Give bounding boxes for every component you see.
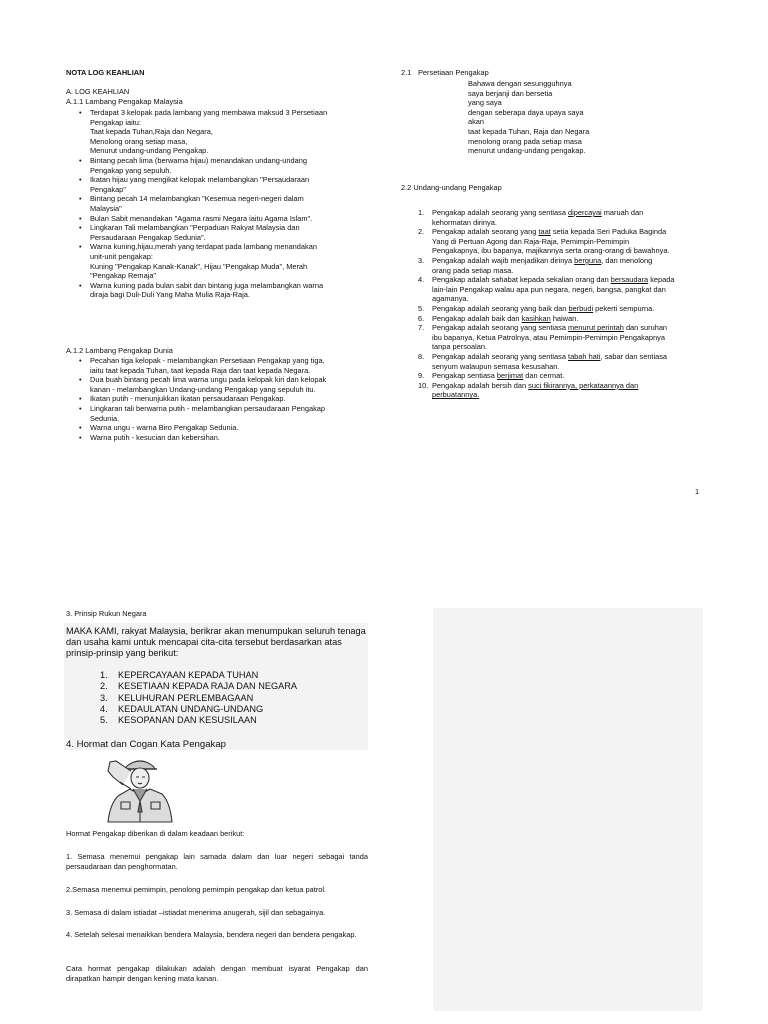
scout-salute-icon (100, 752, 180, 824)
a11-item-line: Kuning "Pengakap Kanak-Kanak", Hijau "Pengakap Muda", Merah (90, 261, 308, 271)
s3-heading: 3. Prinsip Rukun Negara (66, 609, 147, 618)
persetiaan-line: akan (468, 117, 485, 127)
principle-text: KELUHURAN PERLEMBAGAAN (118, 692, 254, 703)
law-number: 6. (418, 313, 425, 323)
law-keyword: tabah hati (568, 351, 601, 361)
law-line: tanpa persoalan. (432, 342, 488, 352)
law-line (432, 256, 701, 266)
law-keyword: bersaudara (610, 275, 649, 285)
law-text: Pengakap adalah bersih dan (432, 380, 529, 390)
page-title: NOTA LOG KEAHLIAN (66, 68, 145, 77)
a12-item-line: kanan - melambangkan Undang-undang Pengakap yang sepuluh itu. (90, 384, 316, 394)
hormat-para-3: 3. Semasa di dalam istiadat –istiadat menerima anugerah, sijil dan sebagainya. (66, 908, 326, 917)
law-text: pekerti sempurna. (593, 303, 655, 313)
law-item (401, 304, 701, 314)
law-line (432, 275, 701, 285)
a11-item-line: Pengakap yang sepuluh. (90, 165, 172, 175)
law-line: ibu bapanya, Ketua Patrolnya, atau Pemimpin-Pemimpin Pengakapnya (432, 332, 665, 342)
laws-list (401, 208, 701, 400)
law-line (432, 390, 701, 400)
principle-item (100, 670, 360, 681)
law-keyword: berjimat (496, 371, 524, 381)
principle-number: 3. (100, 692, 108, 703)
law-keyword: kasihkan (521, 313, 551, 323)
a11-item-line: • Lingkaran Tali melambangkan "Perpaduan Rakyat Malaysia dan (90, 223, 300, 233)
persetiaan-line: taat kepada Tuhan, Raja dan Negara (468, 126, 590, 136)
principle-item (100, 693, 360, 704)
principle-item (100, 704, 360, 715)
a11-item-line: unit-unit pengakap: (90, 251, 153, 261)
law-item (401, 256, 701, 275)
law-text: dan cermat. (523, 371, 565, 381)
a12-heading: A.1.2 Lambang Pengakap Dunia (66, 346, 173, 355)
law-keyword: taat (538, 227, 551, 237)
law-keyword: berbudi (568, 303, 594, 313)
law-number: 9. (418, 371, 425, 381)
a12-item (66, 423, 376, 433)
law-line: lain-lain Pengakap walau apa pun negara, negeri, bangsa, pangkat dan (432, 284, 666, 294)
a12-list (66, 356, 376, 442)
law-item (401, 323, 701, 352)
hormat-para-4: 4. Setelah selesai menaikkan bendera Malaysia, bendera negeri dan bendera pengakap. (66, 930, 357, 939)
principle-number: 2. (100, 681, 108, 692)
law-number: 8. (418, 351, 425, 361)
a11-item-line: • Bintang pecah lima (berwarna hijau) menandakan undang-undang (90, 155, 307, 165)
s22-heading: 2.2 Undang-undang Pengakap (401, 183, 502, 192)
a11-item-line: Pengakap iaitu: (90, 117, 141, 127)
s4-heading: 4. Hormat dan Cogan Kata Pengakap (66, 739, 227, 750)
persetiaan-line: yang saya (468, 98, 502, 108)
law-text: Pengakap sentiasa (432, 371, 497, 381)
law-text: , dan menolong (601, 255, 653, 265)
law-line: orang pada setiap masa. (432, 265, 514, 275)
law-text: haiwan. (550, 313, 579, 323)
law-item (401, 275, 701, 304)
law-item (401, 381, 701, 400)
law-keyword: perbuatannya. (432, 390, 480, 400)
principle-item (100, 715, 360, 726)
law-text: Pengakap adalah seorang yang sentiasa (432, 323, 569, 333)
hormat-para-5: Cara hormat pengakap dilakukan adalah dengan membuat isyarat Pengakap dan dirapatkan hampir dengan kening mata kanan. (66, 964, 368, 983)
a12-item-line: • Ikatan putih - menunjukkan ikatan persaudaraan Pengakap. (90, 394, 286, 404)
principle-item (100, 681, 360, 692)
law-line (432, 227, 701, 237)
a11-heading: A.1.1 Lambang Pengakap Malaysia (66, 97, 183, 106)
law-text: Pengakap adalah seorang yang sentiasa (432, 351, 569, 361)
principle-text: KEPERCAYAAN KEPADA TUHAN (118, 670, 259, 680)
hormat-intro: Hormat Pengakap diberikan di dalam keadaan berikut: (66, 829, 245, 838)
law-number: 7. (418, 323, 425, 333)
law-text: , sabar dan sentiasa (600, 351, 668, 361)
a11-item-line: • Bintang pecah 14 melambangkan "Kesemua negeri-negeri dalam (90, 194, 304, 204)
a11-item-line: Menolong orang setiap masa, (90, 136, 188, 146)
law-number: 1. (418, 208, 425, 217)
principle-text: KEDAULATAN UNDANG-UNDANG (118, 703, 264, 714)
section-a-heading: A. LOG KEAHLIAN (66, 87, 130, 96)
principle-number: 1. (100, 670, 108, 680)
a11-item-line: "Pengakap Remaja" (90, 271, 157, 281)
law-text: Pengakap adalah baik dan (432, 313, 522, 323)
a11-item-line: Taat kepada Tuhan,Raja dan Negara, (90, 127, 213, 137)
law-keyword: menurut perintah (568, 323, 624, 333)
law-line (432, 208, 701, 218)
a11-item (66, 242, 376, 280)
law-text: Pengakap adalah seorang yang baik dan (432, 303, 569, 313)
persetiaan-lines (468, 79, 688, 156)
law-keyword: berguna (574, 255, 602, 265)
law-line: agamanya. (432, 294, 469, 304)
law-item (401, 227, 701, 256)
principle-number: 5. (100, 715, 108, 726)
a12-item-line: • Warna putih - kesucian dan kebersihan. (90, 432, 220, 442)
law-text: dan suruhan (623, 323, 668, 333)
blank-right-panel (433, 608, 703, 1011)
principle-text: KESOPANAN DAN KESUSILAAN (118, 715, 257, 726)
law-text: Pengakap adalah seorang yang (432, 227, 539, 237)
a11-item (66, 175, 376, 194)
page-number: 1 (695, 487, 700, 496)
a11-item-line: • Bulan Sabit menandakan "Agama rasmi Negara iaitu Agama Islam". (90, 213, 313, 223)
law-line (432, 323, 701, 333)
a12-item (66, 375, 376, 394)
a11-item (66, 194, 376, 213)
s21-number: 2.1 (401, 68, 412, 77)
law-text: Pengakap adalah sahabat kepada sekalian orang dan (432, 275, 611, 285)
law-text: Pengakap adalah seorang yang sentiasa (432, 208, 569, 217)
a11-item-line: Malaysia" (90, 203, 122, 213)
persetiaan-line: Bahawa dengan sesungguhnya (468, 79, 572, 88)
law-line (432, 381, 701, 391)
a11-item-line: • Warna kuning pada bulan sabit dan bintang juga melambangkan warna (90, 280, 324, 290)
law-number: 10. (418, 380, 429, 390)
a12-item-line: • Warna ungu - warna Biro Pengakap Sedunia. (90, 423, 239, 433)
law-text: kepada (648, 275, 675, 285)
law-item (401, 352, 701, 371)
law-line: kehormatan dirinya. (432, 217, 497, 227)
a11-item (66, 108, 376, 156)
law-line (432, 352, 701, 362)
law-text: Pengakap adalah wajib menjadikan dirinya (432, 255, 575, 265)
persetiaan-line: menurut undang-undang pengakap. (468, 146, 586, 156)
a12-item-line: iaitu taat kepada Tuhan, taat kepada Raja dan taat kepada Negara. (90, 365, 311, 375)
persetiaan-line: dengan seberapa daya upaya saya (468, 107, 584, 117)
scout-salute-illustration (100, 752, 180, 824)
law-keyword: suci fikirannya, perkataannya dan (528, 380, 639, 390)
pledge-text: MAKA KAMI, rakyat Malaysia, berikrar akan menumpukan seluruh tenaga dan usaha kami untuk mencapai cita-cita tersebut berdasarkan atas prinsip-prinsip yang berikut: (66, 626, 366, 659)
law-number: 3. (418, 255, 425, 265)
a11-item-line: • Warna kuning,hijau,merah yang terdapat pada lambang menandakan (90, 242, 317, 252)
a11-item-line: Menurut undang-undang Pengakap. (90, 146, 209, 156)
law-line (432, 304, 701, 314)
a12-item (66, 356, 376, 375)
a12-item (66, 394, 376, 404)
law-text: maruah dan (601, 208, 644, 217)
a11-item-line: Pengakap" (90, 184, 126, 194)
law-number: 5. (418, 303, 425, 313)
law-line (432, 314, 701, 324)
a11-list (66, 108, 376, 300)
law-keyword: dipercayai (568, 208, 602, 217)
law-line: Yang di Pertuan Agong dan Raja-Raja, Pemimpin-Pemimpin (432, 236, 630, 246)
law-number: 2. (418, 227, 425, 237)
a12-item-line: • Lingkaran tali berwarna putih - melambangkan persaudaraan Pengakap (90, 403, 326, 413)
law-line: senyum walaupun semasa kesusahan. (432, 361, 560, 371)
principle-text: KESETIAAN KEPADA RAJA DAN NEGARA (118, 681, 298, 692)
law-item (401, 314, 701, 324)
persetiaan-line: menolong orang pada setiap masa (468, 136, 582, 146)
law-number: 4. (418, 275, 425, 285)
hormat-para-2: 2.Semasa menemui pemimpin, penolong pemimpin pengakap dan ketua patrol. (66, 885, 327, 894)
law-line (432, 371, 701, 381)
s21-heading: Persetiaan Pengakap (418, 68, 489, 77)
law-line: Pengakapnya, ibu bapanya, majikannya serta orang-orang di bawahnya. (432, 246, 670, 256)
principle-number: 4. (100, 703, 108, 714)
a12-item-line: • Pecahan tiga kelopak - melambangkan Persetiaan Pengakap yang tiga, (90, 356, 325, 365)
a11-item (66, 156, 376, 175)
a12-item-line: Sedunia. (90, 413, 120, 423)
principles-list (100, 670, 360, 726)
a11-item-line: diraja bagi Duli-Duli Yang Maha Mulia Raja-Raja. (90, 290, 250, 300)
a11-item (66, 214, 376, 224)
a11-item-line: • Ikatan hijau yang mengikat kelopak melambangkan "Persaudaraan (90, 175, 310, 185)
a12-item (66, 404, 376, 423)
law-item (401, 371, 701, 381)
a11-item-line: Persaudaraan Pengakap Sedunia". (90, 232, 206, 242)
law-item (401, 208, 701, 227)
a12-item-line: • Dua buah bintang pecah lima warna ungu pada kelopak kiri dan kelopak (90, 375, 327, 385)
a11-item-line: • Terdapat 3 kelopak pada lambang yang membawa maksud 3 Persetiaan (90, 108, 328, 117)
a12-item (66, 433, 376, 443)
law-text: setia kepada Seri Paduka Baginda (550, 227, 667, 237)
a11-item (66, 281, 376, 300)
a11-item (66, 223, 376, 242)
persetiaan-line: saya berjanji dan bersetia (468, 88, 553, 98)
hormat-para-1: 1. Semasa menemui pengakap lain samada dalam dan luar negeri sebagai tanda persaudaraan dan penghormatan. (66, 852, 368, 871)
